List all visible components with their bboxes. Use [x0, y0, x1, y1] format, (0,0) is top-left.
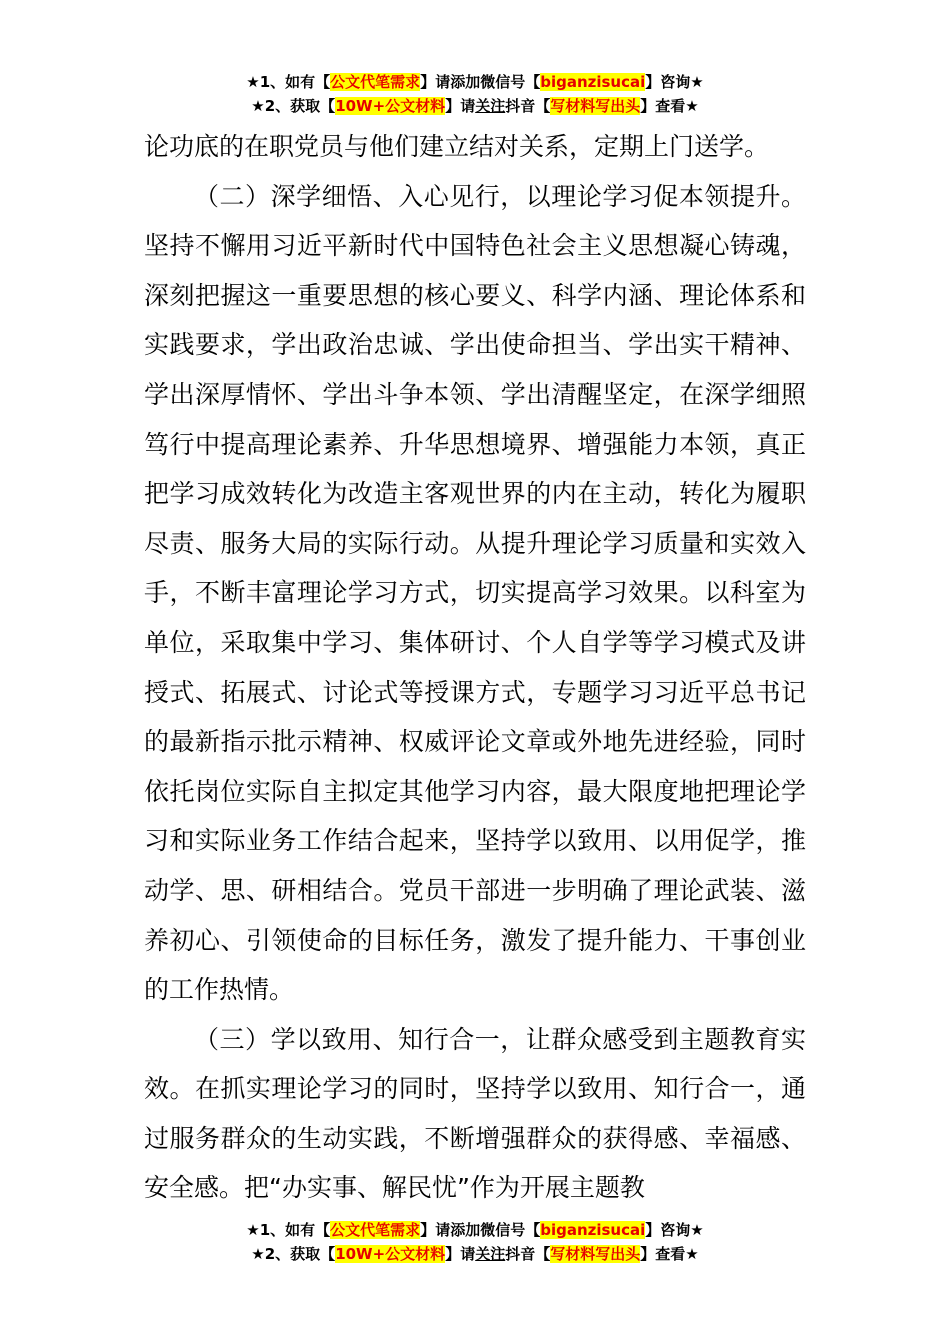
banner-text: 】咨询★ — [645, 1221, 704, 1239]
banner-line-2 — [0, 1242, 950, 1266]
paragraph-section-3: （三）学以致用、知行合一，让群众感受到主题教育实效。在抓实理论学习的同时，坚持学以致用、知行合一，通过服务群众的生动实践，不断增强群众的获得感、幸福感、安全感。把“办实事、解民忧”作为开展主题教 — [144, 1024, 806, 1203]
follow-text: 关注 — [475, 97, 506, 115]
highlight-wechat-id: biganzisucai — [540, 1221, 646, 1239]
banner-text: 】查看★ — [640, 97, 699, 115]
highlight-materials: 10W+公文材料 — [335, 97, 446, 115]
document-body — [144, 122, 806, 1213]
banner-text: ★1、如有【 — [246, 1221, 331, 1239]
highlight-douyin-account: 写材料写出头 — [550, 97, 641, 115]
banner-text: 】查看★ — [640, 1245, 699, 1263]
banner-text: 抖音【 — [505, 1245, 551, 1263]
banner-text: ★1、如有【 — [246, 73, 331, 91]
banner-text: 抖音【 — [505, 97, 551, 115]
banner-text: 】请添加微信号【 — [420, 73, 541, 91]
follow-text: 关注 — [475, 1245, 506, 1263]
highlight-materials: 10W+公文材料 — [335, 1245, 446, 1263]
paragraph-section-2: （二）深学细悟、入心见行，以理论学习促本领提升。坚持不懈用习近平新时代中国特色社会主义思想凝心铸魂，深刻把握这一重要思想的核心要义、科学内涵、理论体系和实践要求，学出政治忠诚、学出使命担当、学出实干精神、学出深厚情怀、学出斗争本领、学出清醒坚定，在深学细照笃行中提高理论素养、升华思想境界、增强能力本领，真正把学习成效转化为改造主客观世界的内在主动，转化为履职尽责、服务大局的实际行动。从提升理论学习质量和实效入手，不断丰富理论学习方式，切实提高学习效果。以科室为单位，采取集中学习、集体研讨、个人自学等学习模式及讲授式、拓展式、讨论式等授课方式，专题学习习近平总书记的最新指示批示精神、权威评论文章或外地先进经验，同时依托岗位实际自主拟定其他学习内容，最大限度地把理论学习和实际业务工作结合起来，坚持学以致用、以用促学，推动学、思、研相结合。党员干部进一步明确了理论武装、滋养初心、引领使命的目标任务，激发了提升能力、干事创业的工作热情。 — [144, 181, 806, 1005]
paragraph-continuation: 论功底的在职党员与他们建立结对关系，定期上门送学。 — [144, 132, 770, 161]
banner-text: 】请添加微信号【 — [420, 1221, 541, 1239]
banner-line-2 — [0, 94, 950, 118]
banner-text: 】咨询★ — [645, 73, 704, 91]
banner-text: 】请 — [445, 1245, 476, 1263]
header-banner — [0, 70, 950, 118]
banner-text: ★2、获取【 — [251, 97, 336, 115]
banner-text: ★2、获取【 — [251, 1245, 336, 1263]
highlight-writing-service: 公文代笔需求 — [330, 1221, 421, 1239]
banner-line-1 — [0, 1218, 950, 1242]
highlight-douyin-account: 写材料写出头 — [550, 1245, 641, 1263]
highlight-writing-service: 公文代笔需求 — [330, 73, 421, 91]
highlight-wechat-id: biganzisucai — [540, 73, 646, 91]
footer-banner — [0, 1218, 950, 1266]
banner-text: 】请 — [445, 97, 476, 115]
banner-line-1 — [0, 70, 950, 94]
